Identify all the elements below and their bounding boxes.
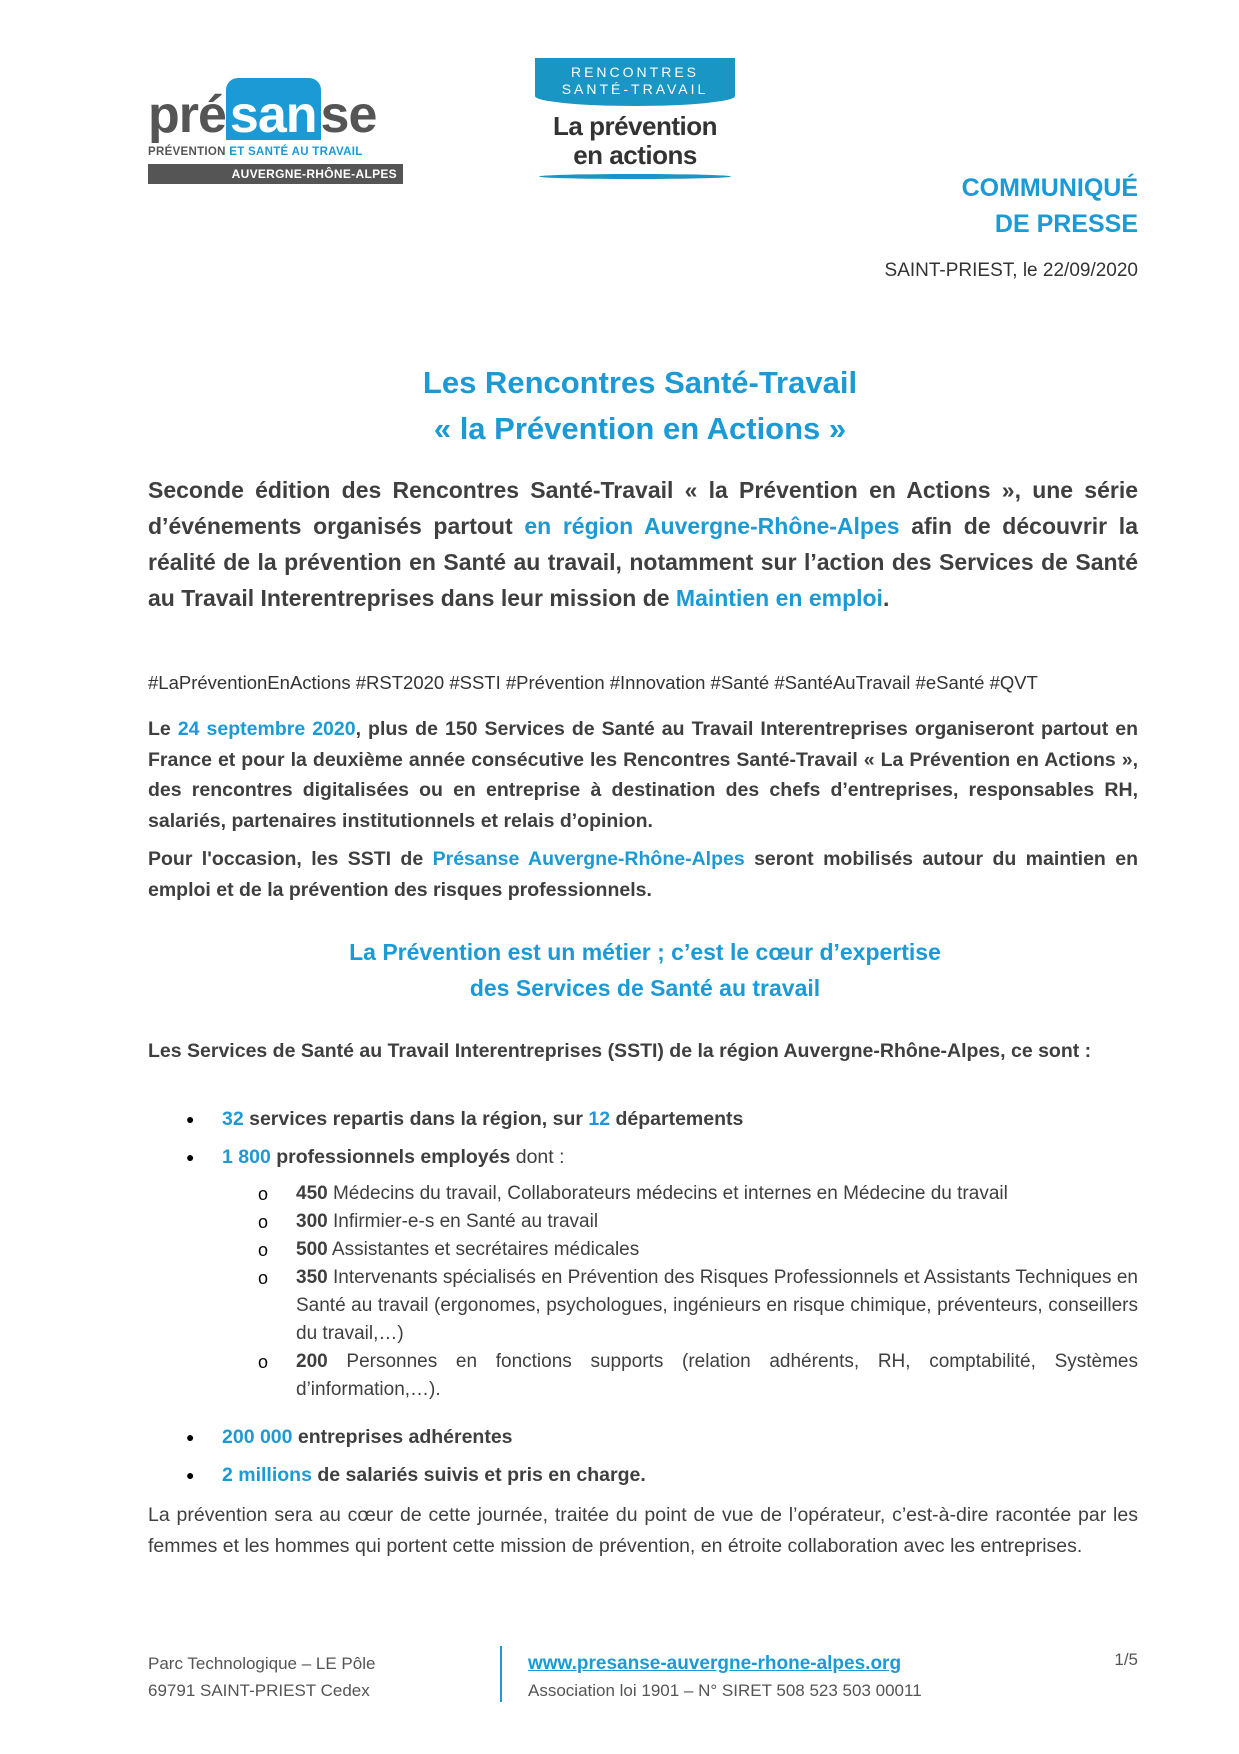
- stats-list-continued: [148, 1418, 1138, 1494]
- stat-number: 1 800: [222, 1146, 271, 1168]
- presanse-region-bar: AUVERGNE-RHÔNE-ALPES: [148, 164, 403, 184]
- ssti-intro: Les Services de Santé au Travail Interentreprises (SSTI) de la région Auvergne-Rhône-Alpes, ce sont :: [148, 1040, 1092, 1062]
- tagline-grey: PRÉVENTION: [148, 146, 226, 158]
- p1-text: Le: [148, 718, 178, 740]
- lead-text: Seconde édition des Rencontres Santé-Travail « la Prévention en Actions », une série d’événements organisés partout: [148, 477, 1138, 539]
- dateline: SAINT-PRIEST, le 22/09/2020: [884, 260, 1138, 281]
- legal-info: Association loi 1901 – N° SIRET 508 523 503 00011: [528, 1681, 922, 1700]
- list-item: [148, 1348, 1138, 1404]
- stat-number: 2 millions: [222, 1464, 312, 1486]
- p2-text: Pour l'occasion, les SSTI de: [148, 848, 433, 870]
- presanse-tagline: [148, 146, 403, 158]
- doc-type-line2: DE PRESSE: [994, 210, 1138, 238]
- page-number: 1/5: [1114, 1650, 1138, 1669]
- title-line1: Les Rencontres Santé-Travail: [422, 365, 858, 400]
- wordmark-se: se: [320, 86, 377, 144]
- stats-list: [148, 1100, 1138, 1176]
- staff-count: 200: [296, 1351, 328, 1372]
- presanse-wordmark: [148, 78, 403, 144]
- lead-highlight-region: en région Auvergne-Rhône-Alpes: [524, 513, 900, 539]
- staff-role: Assistantes et secrétaires médicales: [327, 1239, 640, 1260]
- lead-text: .: [882, 585, 890, 611]
- stat-number: 200 000: [222, 1426, 293, 1448]
- footer-address: [148, 1650, 375, 1704]
- footer-divider: [500, 1646, 502, 1702]
- p2-highlight: Présanse Auvergne-Rhône-Alpes: [432, 848, 745, 870]
- stat-text: entreprises adhérentes: [292, 1426, 513, 1448]
- paragraph-occasion: [148, 844, 1138, 905]
- main-line1: La prévention: [553, 111, 717, 141]
- main-line2: en actions: [573, 140, 697, 170]
- stat-text: services repartis dans la région, sur: [243, 1108, 589, 1130]
- wordmark-san: san: [226, 78, 321, 140]
- lead-paragraph: [148, 472, 1138, 616]
- stat-text: professionnels employés: [270, 1146, 511, 1168]
- footer-contact: [528, 1650, 922, 1704]
- p2-text: seront mobilisés autour du maintien en emploi et de la prévention des risques professionnels.: [148, 848, 1138, 901]
- list-item: [148, 1264, 1138, 1348]
- stat-number: 32: [222, 1108, 244, 1130]
- rencontres-logo: [535, 58, 735, 179]
- p1-text: , plus de 150 Services de Santé au Travail Interentreprises organiseront partout en France et pour la deuxième année consécutive les Rencontres Santé-Travail « La Prévention en Actions », des rencontres digitalisées ou en entreprise à destination des chefs d’entreprises, responsables RH, salariés, partenaires institutionnels et relais d’opinion.: [148, 718, 1139, 832]
- website-link[interactable]: www.presanse-auvergne-rhone-alpes.org: [528, 1653, 902, 1674]
- doc-type-line1: COMMUNIQUÉ: [961, 174, 1138, 202]
- section-subtitle: [0, 934, 1239, 1006]
- paragraph-event: [148, 714, 1138, 836]
- stat-number: 12: [588, 1108, 611, 1130]
- lead-highlight-maintien: Maintien en emploi: [675, 585, 883, 611]
- stat-text: de salariés suivis et pris en charge.: [311, 1464, 646, 1486]
- subtitle-line2: des Services de Santé au travail: [469, 975, 821, 1001]
- staff-count: 300: [296, 1211, 328, 1232]
- address-line2: 69791 SAINT-PRIEST Cedex: [148, 1681, 370, 1700]
- closing-paragraph: La prévention sera au cœur de cette journée, traitée du point de vue de l’opérateur, c’est-à-dire racontée par les femmes et les hommes qui portent cette mission de prévention, en étroite collaboration avec les entreprises.: [148, 1504, 1138, 1557]
- list-item: [148, 1236, 1138, 1264]
- list-item: [148, 1180, 1138, 1208]
- page-title: [0, 360, 1239, 452]
- staff-count: 450: [296, 1183, 328, 1204]
- title-line2: « la Prévention en Actions »: [433, 411, 847, 446]
- tagline-blue: ET SANTÉ AU TRAVAIL: [229, 146, 363, 158]
- banner-line1: RENCONTRES: [570, 64, 699, 80]
- list-item: [148, 1208, 1138, 1236]
- list-item: [148, 1418, 1138, 1456]
- rencontres-main-text: [535, 112, 735, 170]
- hashtags: #LaPréventionEnActions #RST2020 #SSTI #Prévention #Innovation #Santé #SantéAuTravail #eSanté #QVT: [148, 672, 1038, 693]
- document-type: [962, 170, 1138, 242]
- subtitle-line1: La Prévention est un métier ; c’est le cœur d’expertise: [349, 939, 941, 965]
- staff-role: Personnes en fonctions supports (relation adhérents, RH, comptabilité, Systèmes d’information,…).: [296, 1351, 1138, 1400]
- lead-text: afin de découvrir la réalité de la prévention en Santé au travail, notamment sur l’action des Services de Santé au Travail Interentreprises dans leur mission de: [148, 513, 1138, 611]
- staff-breakdown-list: [148, 1180, 1138, 1404]
- staff-count: 500: [296, 1239, 328, 1260]
- list-item: [148, 1100, 1138, 1138]
- presanse-logo: [148, 78, 403, 184]
- stat-text: départements: [610, 1108, 744, 1130]
- address-line1: Parc Technologique – LE Pôle: [148, 1654, 376, 1673]
- list-item: [148, 1456, 1138, 1494]
- p1-date: 24 septembre 2020: [177, 718, 356, 740]
- staff-role: Médecins du travail, Collaborateurs médecins et internes en Médecine du travail: [327, 1183, 1008, 1204]
- rencontres-banner: [535, 58, 735, 106]
- banner-line2: SANTÉ-TRAVAIL: [561, 81, 709, 97]
- wordmark-pre: pré: [148, 86, 226, 144]
- stat-text: dont :: [510, 1146, 565, 1168]
- staff-role: Intervenants spécialisés en Prévention des Risques Professionnels et Assistants Techniques en Santé au travail (ergonomes, psychologues, ingénieurs en risque chimique, préventeurs, conseillers du travail,…): [296, 1267, 1138, 1344]
- list-item: [148, 1138, 1138, 1176]
- swoosh-decoration: [539, 174, 731, 179]
- staff-count: 350: [296, 1267, 328, 1288]
- staff-role: Infirmier-e-s en Santé au travail: [327, 1211, 599, 1232]
